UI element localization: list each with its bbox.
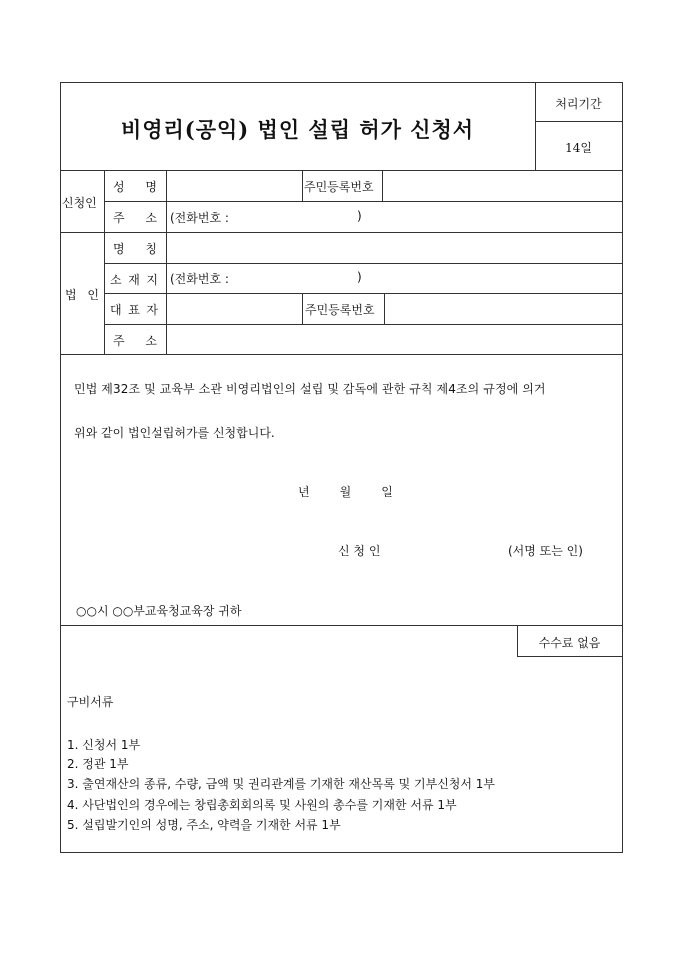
label-char: 소 (145, 334, 157, 348)
fee-label: 수수료 없음 (538, 636, 601, 650)
corp-address-field[interactable] (168, 325, 620, 354)
processing-period-label: 처리기간 (555, 97, 602, 111)
document-item: 5. 설립발기인의 성명, 주소, 약력을 기재한 서류 1부 (67, 818, 341, 832)
label-char: 주 (113, 334, 125, 348)
label-char: 명 (113, 242, 125, 256)
border-line (60, 82, 61, 853)
phone-close: ) (357, 270, 362, 284)
corporation-group-label (65, 286, 99, 303)
document-item: 2. 정관 1부 (67, 757, 129, 771)
month-label: 월 (339, 485, 352, 499)
documents-heading: 구비서류 (67, 695, 114, 709)
corp-title-field[interactable] (168, 233, 620, 263)
applicant-id-field[interactable] (384, 171, 620, 201)
document-item: 1. 신청서 1부 (67, 738, 141, 752)
label-char: 성 (113, 180, 125, 194)
label-char: 대 (110, 303, 122, 317)
phone-close: ) (357, 209, 362, 223)
applicant-name-field[interactable] (168, 171, 301, 201)
label-char: 자 (146, 303, 158, 317)
corp-location-label (110, 271, 158, 288)
document-item: 3. 출연재산의 종류, 수량, 금액 및 권리관계를 기재한 재산목록 및 기부신청서 1부 (67, 777, 496, 791)
divider (517, 656, 623, 657)
label-char: 표 (128, 303, 140, 317)
border-line (60, 82, 623, 83)
label-char: 지 (146, 273, 158, 287)
statement-line-2: 위와 같이 법인설립허가를 신청합니다. (74, 426, 275, 440)
applicant-sign-label: 신 청 인 (338, 544, 381, 558)
corp-rep-label (110, 301, 158, 318)
label-char: 소 (145, 211, 157, 225)
signature-label: (서명 또는 인) (508, 544, 583, 558)
label-char: 인 (87, 288, 99, 302)
border-line (60, 852, 623, 853)
label-char: 법 (65, 288, 77, 302)
applicant-id-label: 주민등록번호 (304, 180, 374, 194)
phone-label: (전화번호 : (170, 272, 229, 286)
year-label: 년 (298, 485, 310, 499)
label-char: 칭 (145, 242, 157, 256)
corp-rep-field[interactable] (168, 294, 301, 324)
divider (302, 170, 303, 201)
divider (104, 170, 105, 354)
day-label: 일 (381, 485, 393, 499)
statement-line-1: 민법 제32조 및 교육부 소관 비영리법인의 설립 및 감독에 관한 규칙 제4조의 규정에 의거 (74, 382, 546, 396)
divider (535, 121, 622, 122)
processing-period-value: 14일 (565, 141, 592, 155)
name-label (113, 178, 157, 195)
applicant-group-label: 신청인 (62, 196, 97, 210)
divider (60, 354, 623, 355)
corp-rep-id-label: 주민등록번호 (305, 303, 375, 317)
address-label (113, 209, 157, 226)
date-line (298, 483, 393, 500)
corp-rep-id-field[interactable] (386, 294, 620, 324)
divider (384, 293, 385, 324)
corp-title-label (113, 240, 157, 257)
document-item: 4. 사단법인의 경우에는 창립총회회의록 및 사원의 총수를 기재한 서류 1부 (67, 798, 457, 812)
divider (382, 170, 383, 201)
applicant-address-field[interactable] (168, 202, 620, 232)
label-char: 재 (128, 273, 140, 287)
corp-address-label (113, 332, 157, 349)
form-title: 비영리(공익) 법인 설립 허가 신청서 (120, 117, 475, 142)
label-char: 명 (145, 180, 157, 194)
addressee: ○○시 ○○부교육청교육장 귀하 (76, 604, 242, 618)
corp-location-field[interactable] (168, 264, 620, 293)
border-line (622, 82, 623, 853)
phone-label: (전화번호 : (170, 211, 229, 225)
divider (302, 293, 303, 324)
label-char: 소 (110, 273, 122, 287)
divider (166, 170, 167, 354)
label-char: 주 (113, 211, 125, 225)
divider (60, 625, 623, 626)
